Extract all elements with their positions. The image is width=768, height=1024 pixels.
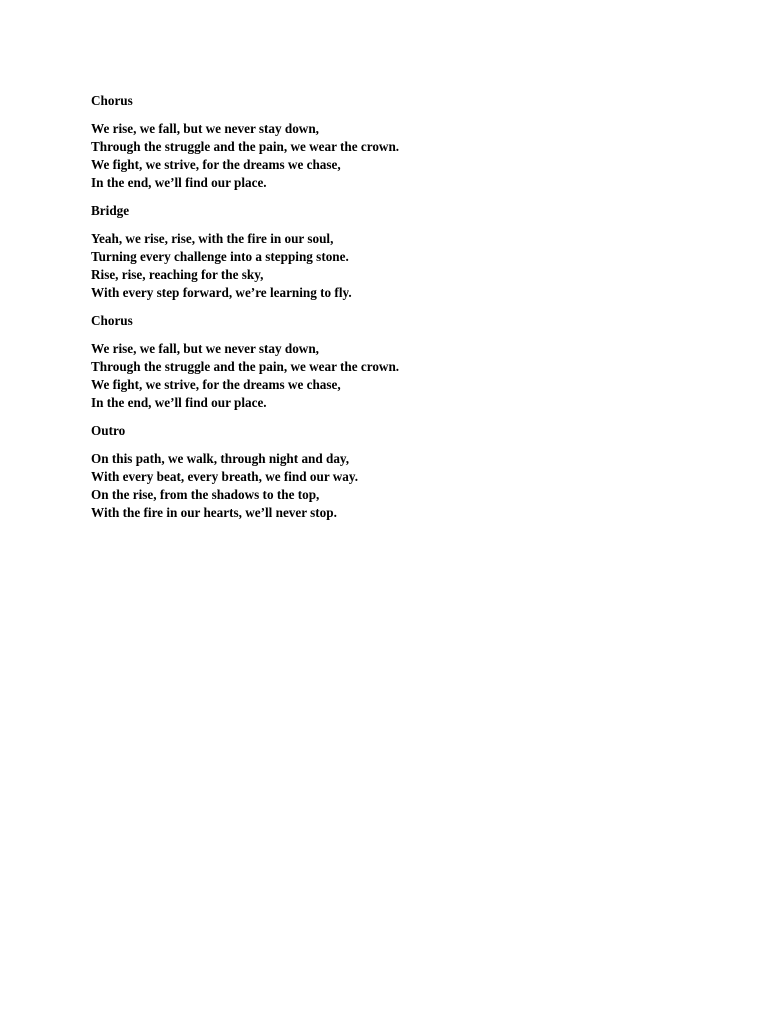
- section-heading-bridge: Bridge: [91, 203, 130, 218]
- section-heading-chorus: Chorus: [91, 93, 133, 108]
- section-heading-outro: Outro: [91, 423, 126, 438]
- section-heading-chorus: Chorus: [91, 313, 133, 328]
- lyric-line: Turning every challenge into a stepping stone.: [91, 249, 349, 264]
- stanza-chorus: [91, 340, 691, 412]
- lyrics-content: [91, 92, 691, 532]
- lyric-line: With the fire in our hearts, we’ll never stop.: [91, 505, 337, 520]
- lyric-line: Through the struggle and the pain, we wear the crown.: [91, 139, 400, 154]
- lyric-line: Rise, rise, reaching for the sky,: [91, 267, 264, 282]
- lyric-line: We fight, we strive, for the dreams we chase,: [91, 377, 341, 392]
- lyric-line: With every beat, every breath, we find our way.: [91, 469, 359, 484]
- lyric-line: In the end, we’ll find our place.: [91, 175, 267, 190]
- stanza-chorus: [91, 120, 691, 192]
- lyric-line: Yeah, we rise, rise, with the fire in our soul,: [91, 231, 334, 246]
- lyric-line: On this path, we walk, through night and day,: [91, 451, 350, 466]
- lyric-line: We rise, we fall, but we never stay down,: [91, 121, 319, 136]
- stanza-bridge: [91, 230, 691, 302]
- lyric-line: In the end, we’ll find our place.: [91, 395, 267, 410]
- lyric-line: On the rise, from the shadows to the top,: [91, 487, 320, 502]
- lyric-line: We fight, we strive, for the dreams we chase,: [91, 157, 341, 172]
- lyric-line: With every step forward, we’re learning to fly.: [91, 285, 352, 300]
- stanza-outro: [91, 450, 691, 522]
- lyric-line: We rise, we fall, but we never stay down,: [91, 341, 319, 356]
- lyric-line: Through the struggle and the pain, we wear the crown.: [91, 359, 400, 374]
